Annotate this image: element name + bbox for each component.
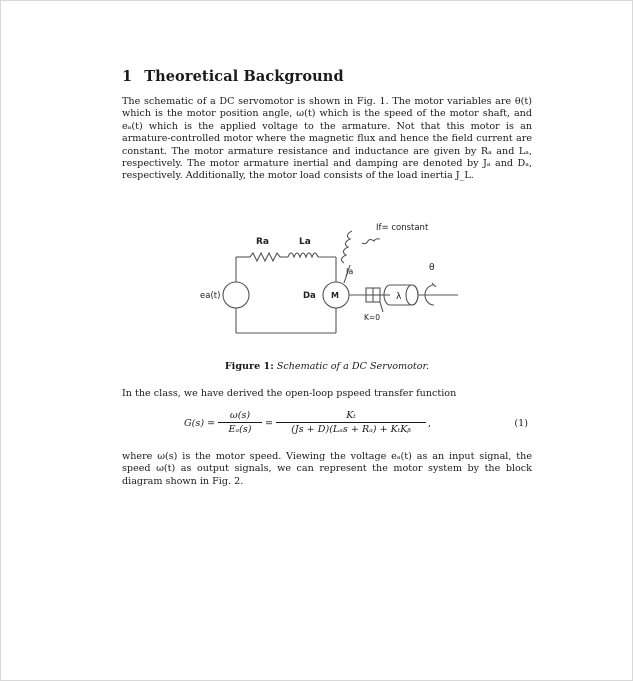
label-m: M — [331, 291, 339, 300]
inductor-symbol — [288, 253, 318, 257]
fraction2-denominator: (Js + D)(Lₐs + Rₐ) + KₜKᵦ — [291, 424, 411, 435]
section-heading — [122, 68, 344, 85]
label-da: Da — [303, 291, 316, 301]
equation-number: (1) — [514, 418, 528, 429]
fraction-speed-over-voltage — [218, 410, 262, 435]
label-k: K=0 — [364, 313, 380, 322]
label-lambda: λ — [396, 292, 402, 302]
fraction1-denominator: Eₐ(s) — [228, 424, 252, 435]
fraction1-numerator: ω(s) — [229, 410, 251, 421]
section-title-text: Theoretical Background — [144, 68, 344, 85]
field-winding-symbol — [341, 231, 352, 263]
servomotor-schematic — [200, 213, 480, 348]
label-ja: Ja — [346, 267, 354, 276]
section-number: 1 — [122, 68, 133, 85]
fraction2-numerator: Kₜ — [346, 410, 356, 421]
equation-lhs: G(s) = — [184, 418, 216, 429]
motor-speed-paragraph: where ω(s) is the motor speed. Viewing the voltage eₐ(t) as an input signal, the speed ω(t) as output signals, we can represent the motor system by the block diagram shown in Fig. 2. — [122, 451, 532, 487]
figure-caption — [122, 361, 532, 372]
label-theta: θ — [429, 263, 435, 273]
label-la: La — [299, 237, 311, 247]
fraction-transfer-function — [276, 410, 426, 435]
resistor-symbol — [250, 253, 280, 261]
voltage-source-symbol — [223, 282, 249, 308]
equation-1 — [122, 410, 532, 444]
label-ea: ea(t) — [200, 291, 221, 301]
caption-label: Figure 1: — [224, 361, 274, 372]
label-if-constant: If= constant — [376, 223, 429, 233]
equation-equals: = — [265, 418, 274, 429]
transfer-function-intro: In the class, we have derived the open-loop pspeed transfer function — [122, 388, 457, 399]
caption-text: Schematic of a DC Servomotor. — [276, 361, 430, 372]
intro-paragraph: The schematic of a DC servomotor is shown in Fig. 1. The motor variables are θ(t) which is the motor position angle, ω(t) which is the speed of the motor shaft, and eₐ(t) which is the applied voltage to the armature. Not that this motor is an armature-controlled motor where the magnetic flux and hence the field current are constant. The motor armature resistance and inductance are given by Rₐ and Lₐ, respectively. The motor armature inertial and damping are denoted by Jₐ and Dₐ, respectively. Additionally, the motor load consists of the load inertia J_L. — [122, 96, 532, 182]
label-ra: Ra — [256, 237, 270, 247]
equation-comma: , — [428, 418, 432, 429]
